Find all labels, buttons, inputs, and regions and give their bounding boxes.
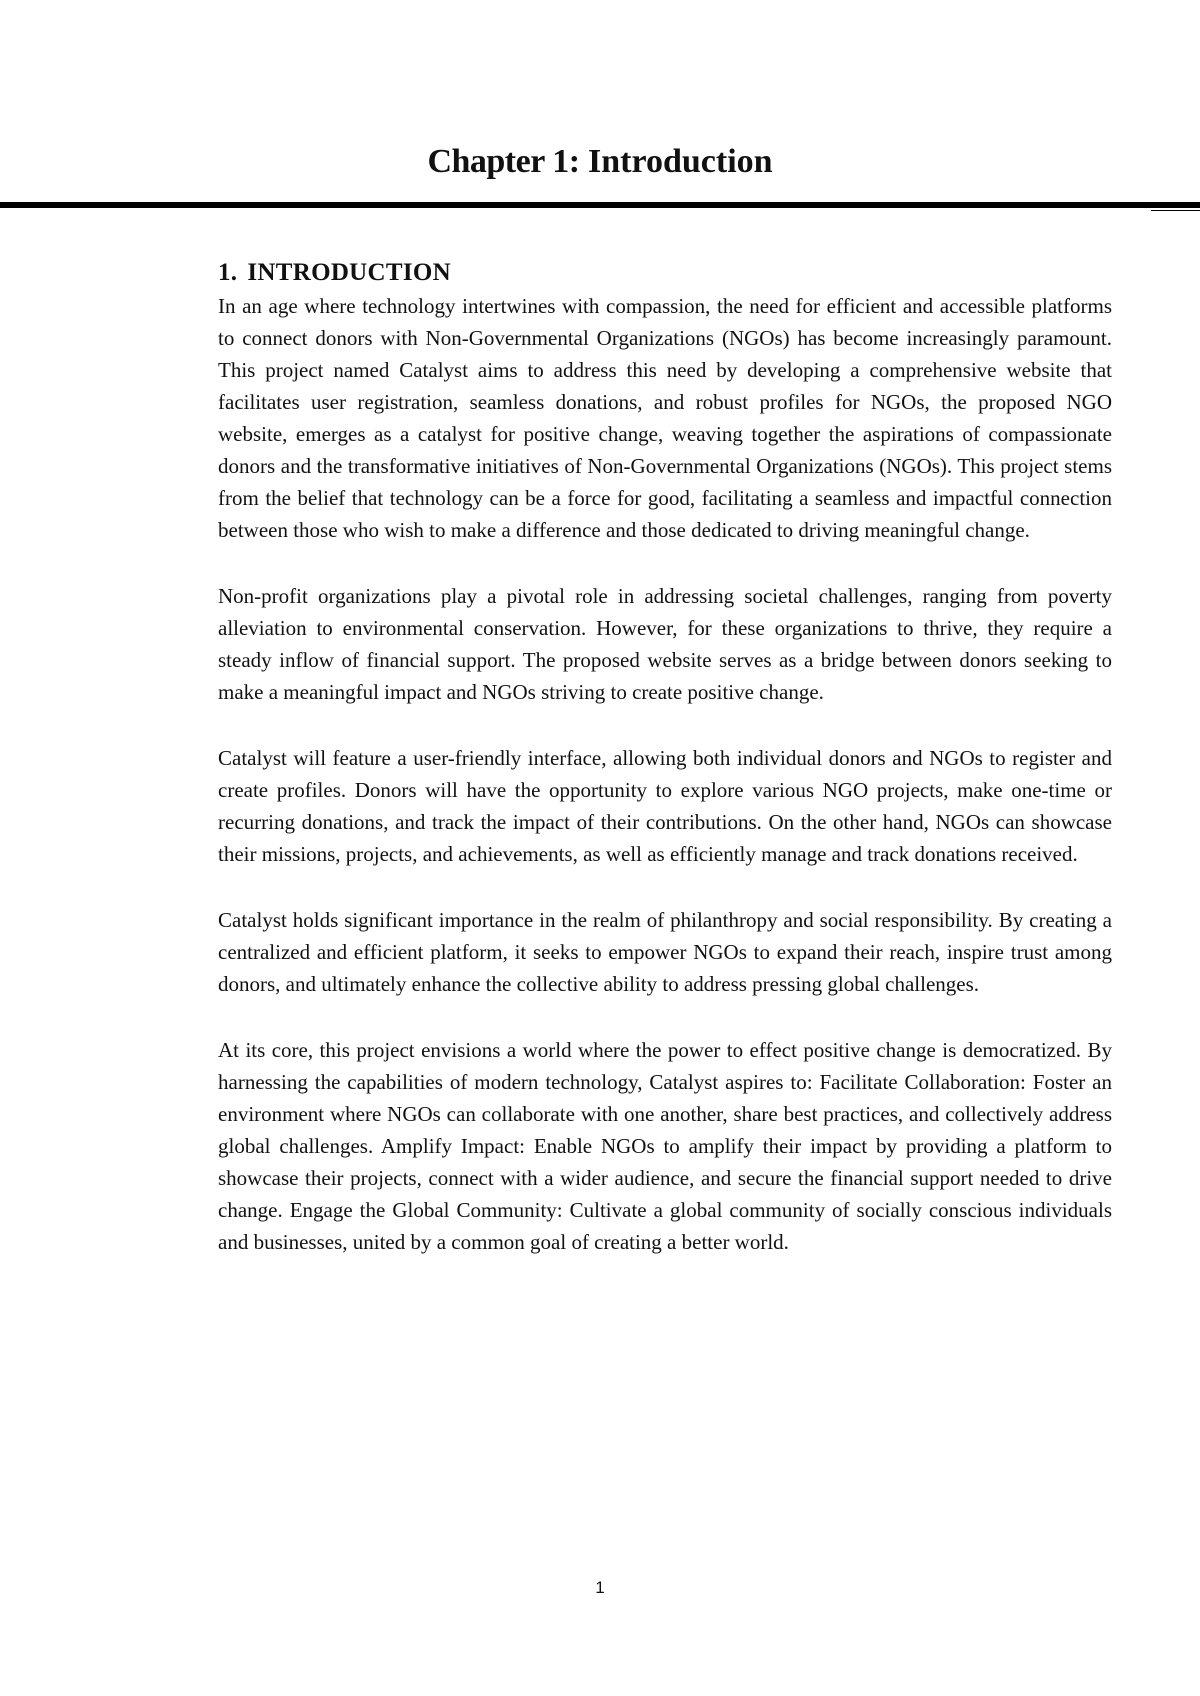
header-rule — [0, 202, 1200, 208]
section-number: 1. — [218, 259, 238, 286]
paragraph-intro: In an age where technology intertwines with compassion, the need for efficient and accessible platforms to connect donors with Non-Governmental Organizations (NGOs) has become increasingly paramount. This project named Catalyst aims to address this need by developing a comprehensive website that facilitates user registration, seamless donations, and robust profiles for NGOs, the proposed NGO website, emerges as a catalyst for positive change, weaving together the aspirations of compassionate donors and the transformative initiatives of Non-Governmental Organizations (NGOs). This project stems from the belief that technology can be a force for good, facilitating a seamless and impactful connection between those who wish to make a difference and those dedicated to driving meaningful change. — [218, 294, 1112, 542]
paragraph-nonprofits: Non-profit organizations play a pivotal role in addressing societal challenges, ranging from poverty alleviation to environmental conservation. However, for these organizations to thrive, they require a steady inflow of financial support. The proposed website serves as a bridge between donors seeking to make a meaningful impact and NGOs striving to create positive change. — [218, 584, 1112, 704]
section-heading-text: INTRODUCTION — [247, 259, 451, 286]
section-heading — [218, 256, 1112, 290]
chapter-prefix: Chapter 1: — [427, 143, 580, 180]
page-body — [218, 256, 1112, 1258]
paragraph-importance: Catalyst holds significant importance in the realm of philanthropy and social responsibility. By creating a centralized and efficient platform, it seeks to empower NGOs to expand their reach, inspire trust among donors, and ultimately enhance the collective ability to address pressing global challenges. — [218, 908, 1112, 996]
chapter-title-text: Introduction — [588, 143, 773, 180]
chapter-title — [0, 142, 1200, 182]
paragraph-vision: At its core, this project envisions a world where the power to effect positive change is democratized. By harnessing the capabilities of modern technology, Catalyst aspires to: Facilitate Collaboration: Foster an environment where NGOs can collaborate with one another, share best practices, and collectively address global challenges. Amplify Impact: Enable NGOs to amplify their impact by providing a platform to showcase their projects, connect with a wider audience, and secure the financial support needed to drive change. Engage the Global Community: Cultivate a global community of socially conscious individuals and businesses, united by a common goal of creating a better world. — [218, 1038, 1112, 1254]
header-rule-accent — [1151, 210, 1200, 211]
paragraph-features: Catalyst will feature a user-friendly interface, allowing both individual donors and NGOs to register and create profiles. Donors will have the opportunity to explore various NGO projects, make one-time or recurring donations, and track the impact of their contributions. On the other hand, NGOs can showcase their missions, projects, and achievements, as well as efficiently manage and track donations received. — [218, 746, 1112, 866]
page-number: 1 — [595, 1578, 605, 1597]
